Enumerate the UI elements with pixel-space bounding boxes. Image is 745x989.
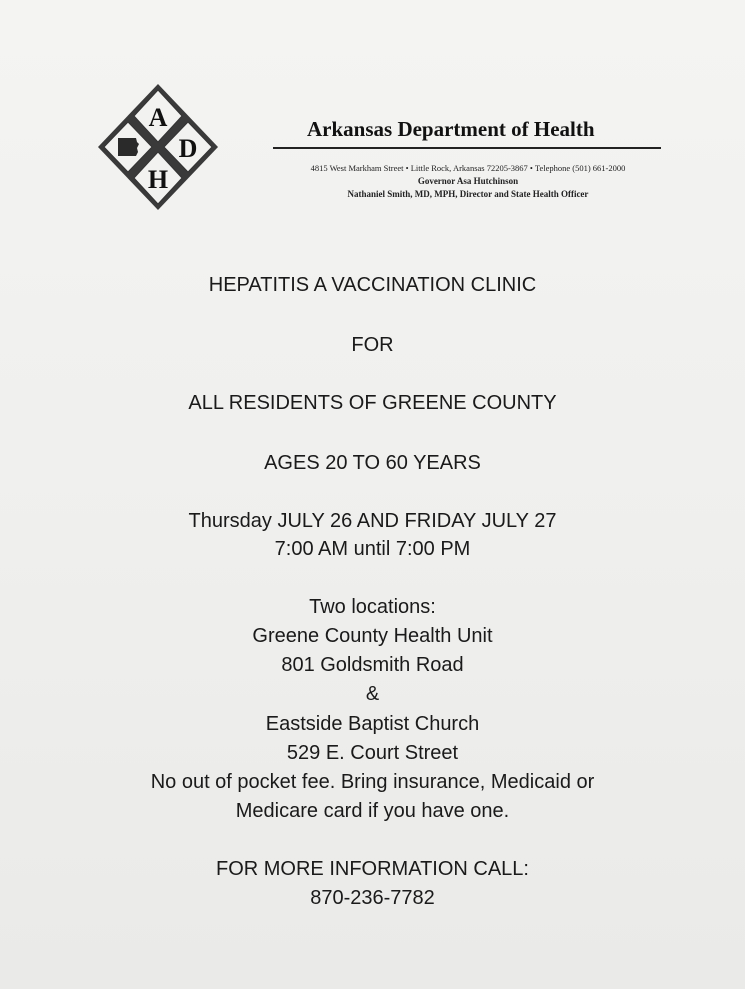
logo-letter-d: D (178, 134, 198, 163)
fee-line-2: Medicare card if you have one. (235, 800, 510, 822)
locations-heading: Two locations: (309, 596, 436, 618)
logo-letter-a: A (148, 103, 168, 132)
flyer-title: HEPATITIS A VACCINATION CLINIC (208, 274, 537, 296)
header-divider (273, 147, 661, 149)
arkansas-state-icon (118, 138, 139, 156)
logo-letter-h: H (147, 165, 169, 194)
dates-text: Thursday JULY 26 AND FRIDAY JULY 27 (188, 510, 557, 532)
hours-text: 7:00 AM until 7:00 PM (274, 538, 471, 560)
location2-address: 529 E. Court Street (286, 742, 459, 764)
governor-line: Governor Asa Hutchinson (417, 176, 519, 186)
location2-name: Eastside Baptist Church (265, 713, 480, 735)
ages-text: AGES 20 TO 60 YEARS (264, 452, 481, 474)
info-heading: FOR MORE INFORMATION CALL: (216, 858, 529, 880)
ampersand: & (365, 683, 380, 705)
for-text: FOR (351, 334, 394, 356)
org-name: Arkansas Department of Health (307, 117, 595, 141)
adh-logo (96, 82, 220, 212)
org-address: 4815 West Markham Street • Little Rock, Arkansas 72205-3867 • Telephone (501) 661-2000 (310, 163, 626, 173)
location1-address: 801 Goldsmith Road (281, 654, 464, 676)
phone-number: 870-236-7782 (310, 887, 435, 909)
audience-text: ALL RESIDENTS OF GREENE COUNTY (188, 392, 557, 414)
director-line: Nathaniel Smith, MD, MPH, Director and State Health Officer (347, 189, 589, 199)
location1-name: Greene County Health Unit (252, 625, 493, 647)
fee-line-1: No out of pocket fee. Bring insurance, Medicaid or (150, 771, 595, 793)
